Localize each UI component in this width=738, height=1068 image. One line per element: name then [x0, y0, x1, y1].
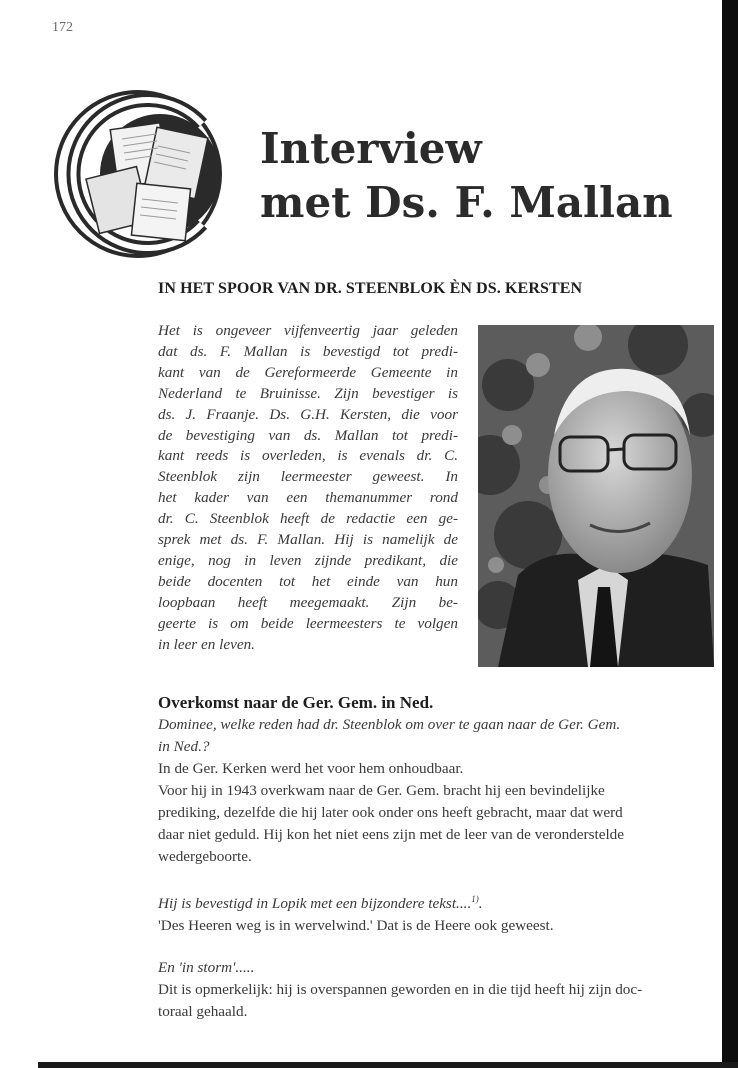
question-1 — [158, 714, 718, 758]
scan-edge-bottom — [38, 1062, 738, 1068]
question-2 — [158, 888, 718, 915]
intro-line: dat ds. F. Mallan is bevestigd tot predi- — [158, 342, 458, 360]
answer-3-line: toraal gehaald. — [158, 1003, 248, 1021]
question-2-text: Hij is bevestigd in Lopik met een bijzondere tekst.... — [158, 895, 472, 913]
intro-line: Steenblok zijn leermeester geweest. In — [158, 468, 458, 486]
answer-3 — [158, 979, 718, 1023]
intro-line: de bevestiging van ds. Mallan tot predi- — [158, 426, 458, 444]
answer-1a — [158, 758, 718, 780]
intro-line: geerte is om beide leermeesters te volgen — [158, 614, 458, 632]
intro-line: ds. J. Fraanje. Ds. G.H. Kersten, die voor — [158, 405, 458, 423]
answer-2-line: 'Des Heeren weg is in wervelwind.' Dat is de Heere ook geweest. — [158, 917, 554, 935]
answer-3-line: Dit is opmerkelijk: hij is overspannen geworden en in die tijd heeft hij zijn doc- — [158, 981, 643, 999]
answer-2 — [158, 915, 718, 937]
title-line-2: met Ds. F. Mallan — [260, 178, 673, 227]
question-2-end: . — [478, 895, 483, 913]
intro-line: kant van de Gereformeerde Gemeente in — [158, 363, 458, 381]
title-line-1: Interview — [260, 124, 482, 173]
intro-line: Nederland te Bruinisse. Zijn bevestiger is — [158, 384, 458, 402]
intro-line: in leer en leven. — [158, 635, 255, 653]
question-3 — [158, 957, 718, 979]
intro-line: dr. C. Steenblok heeft de redactie een ge- — [158, 510, 458, 528]
intro-line: Het is ongeveer vijfenveertig jaar geleden — [158, 322, 458, 339]
answer-1b-line: wedergeboorte. — [158, 848, 252, 865]
portrait-photo — [478, 325, 714, 667]
intro-line: enige, nog in leven zijnde predikant, die — [158, 551, 458, 569]
intro-line: kant reeds is overleden, is evenals dr. C. — [158, 447, 458, 465]
answer-1a-line: In de Ger. Kerken werd het voor hem onhoudbaar. — [158, 760, 464, 777]
answer-1b — [158, 780, 718, 868]
question-3-line: En 'in storm'..... — [158, 959, 255, 977]
section-heading: Overkomst naar de Ger. Gem. in Ned. — [158, 693, 434, 712]
interview-section — [158, 692, 718, 1023]
intro-paragraph — [158, 321, 458, 656]
question-1-line: Dominee, welke reden had dr. Steenblok om over te gaan naar de Ger. Gem. — [158, 716, 621, 733]
subtitle: IN HET SPOOR VAN DR. STEENBLOK ÈN DS. KERSTEN — [158, 280, 583, 297]
answer-1b-line: daar niet geduld. Hij kon het niet eens zijn met de leer van de veronderstelde — [158, 826, 624, 843]
scan-edge — [722, 0, 738, 1068]
question-1-line: in Ned.? — [158, 738, 210, 755]
magazine-logo-icon — [52, 84, 224, 262]
intro-line: het kader van een themanummer rond — [158, 489, 458, 507]
page-number: 172 — [52, 20, 73, 35]
answer-1b-line: Voor hij in 1943 overkwam naar de Ger. Gem. bracht hij een bevindelijke — [158, 782, 605, 799]
page-title — [260, 122, 673, 230]
footnote-marker: 1) — [471, 894, 479, 904]
intro-line: sprek met ds. F. Mallan. Hij is namelijk de — [158, 531, 458, 549]
intro-line: beide docenten tot het einde van hun — [158, 572, 458, 590]
intro-line: loopbaan heeft meegemaakt. Zijn be- — [158, 593, 458, 611]
answer-1b-line: prediking, dezelfde die hij later ook onder ons heeft gebracht, maar dat werd — [158, 804, 623, 821]
